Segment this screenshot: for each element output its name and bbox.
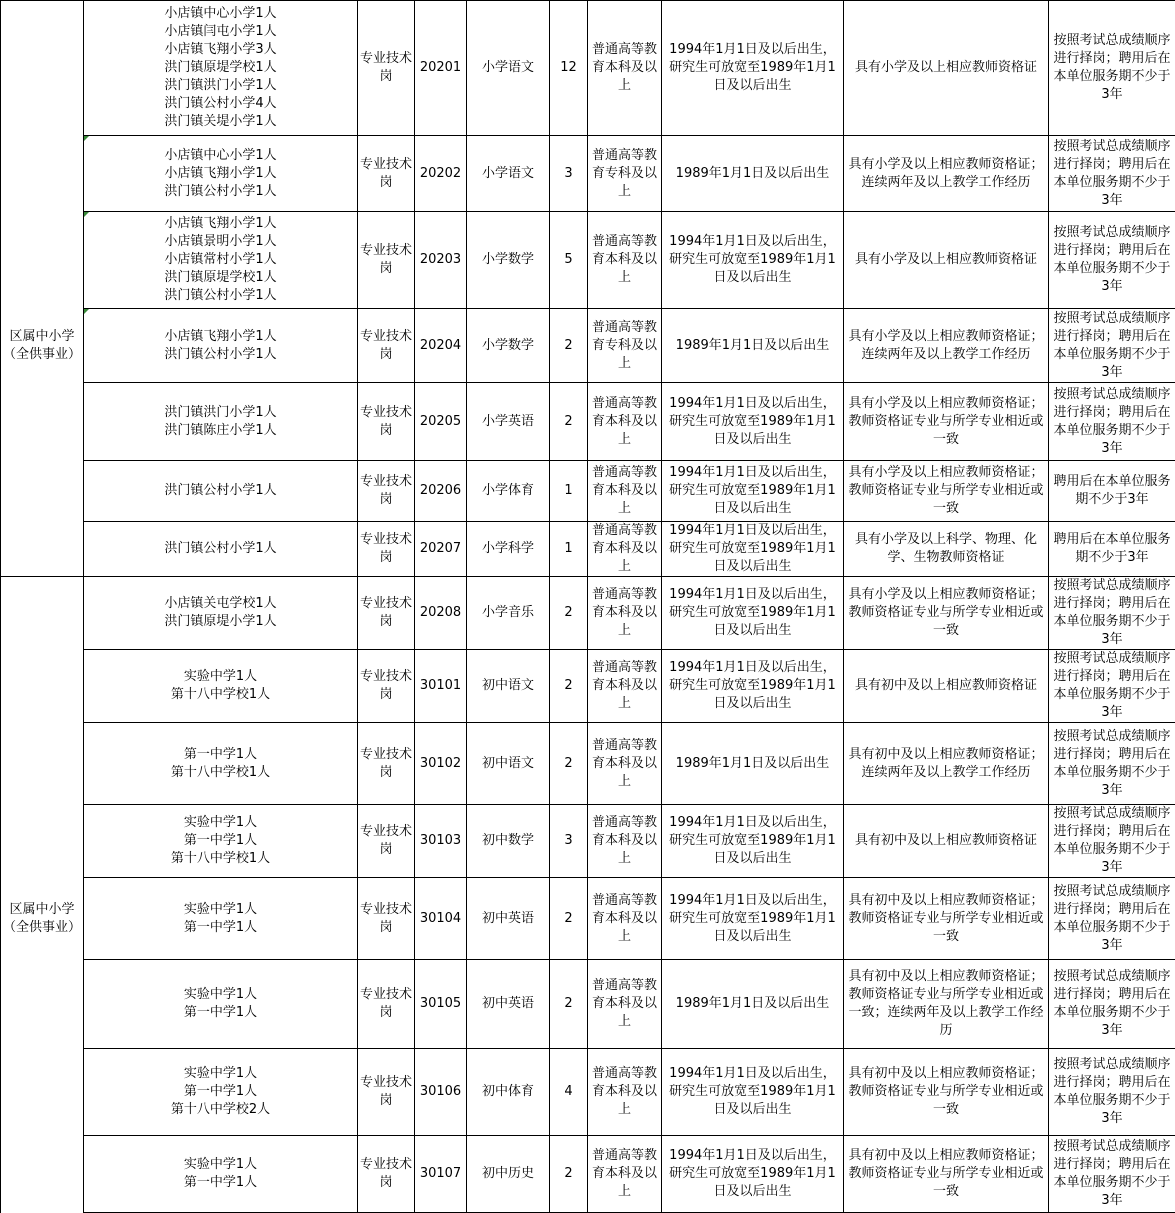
remarks-cell: 聘用后在本单位服务期不少于3年 <box>1049 522 1175 577</box>
hiring-count-cell: 2 <box>550 577 588 650</box>
age-requirement-cell: 1994年1月1日及以后出生，研究生可放宽至1989年1月1日及以后出生 <box>662 461 844 522</box>
position-subject-cell: 小学数学 <box>467 212 550 309</box>
qualification-cell: 具有小学及以上相应教师资格证 <box>844 212 1049 309</box>
qualification-cell: 具有小学及以上相应教师资格证；连续两年及以上教学工作经历 <box>844 136 1049 212</box>
remarks-cell: 按照考试总成绩顺序进行择岗；聘用后在本单位服务期不少于3年 <box>1049 383 1175 461</box>
qualification-cell: 具有初中及以上相应教师资格证；教师资格证专业与所学专业相近或一致 <box>844 1136 1049 1213</box>
unit-type-cell: 区属中小学（全供事业） <box>1 878 84 960</box>
position-category-cell: 专业技术岗 <box>358 309 415 383</box>
unit-type-cell <box>1 723 84 805</box>
table-row <box>1 136 1175 212</box>
position-category-cell: 专业技术岗 <box>358 878 415 960</box>
position-subject-cell: 初中数学 <box>467 805 550 878</box>
position-category-cell: 专业技术岗 <box>358 461 415 522</box>
hiring-count-cell: 2 <box>550 383 588 461</box>
hiring-count-cell: 3 <box>550 136 588 212</box>
position-category-cell: 专业技术岗 <box>358 212 415 309</box>
table-row <box>1 723 1175 805</box>
school-list-cell: 实验中学1人 第一中学1人 <box>84 878 358 960</box>
remarks-cell: 按照考试总成绩顺序进行择岗；聘用后在本单位服务期不少于3年 <box>1049 1 1175 136</box>
unit-type-cell <box>1 1049 84 1136</box>
position-subject-cell: 初中体育 <box>467 1049 550 1136</box>
position-subject-cell: 小学科学 <box>467 522 550 577</box>
education-requirement-cell: 普通高等教育本科及以上 <box>588 383 662 461</box>
hiring-count-cell: 2 <box>550 650 588 723</box>
school-list-cell: 实验中学1人 第一中学1人 第十八中学校1人 <box>84 805 358 878</box>
unit-type-cell <box>1 960 84 1049</box>
position-subject-cell: 初中历史 <box>467 1136 550 1213</box>
qualification-cell: 具有小学及以上相应教师资格证；教师资格证专业与所学专业相近或一致 <box>844 461 1049 522</box>
hiring-count-cell: 5 <box>550 212 588 309</box>
qualification-cell: 具有小学及以上相应教师资格证；教师资格证专业与所学专业相近或一致 <box>844 577 1049 650</box>
table-row <box>1 383 1175 461</box>
unit-type-cell <box>1 1 84 136</box>
age-requirement-cell: 1994年1月1日及以后出生，研究生可放宽至1989年1月1日及以后出生 <box>662 1049 844 1136</box>
remarks-cell: 按照考试总成绩顺序进行择岗；聘用后在本单位服务期不少于3年 <box>1049 650 1175 723</box>
position-category-cell: 专业技术岗 <box>358 1136 415 1213</box>
age-requirement-cell: 1994年1月1日及以后出生，研究生可放宽至1989年1月1日及以后出生 <box>662 650 844 723</box>
age-requirement-cell: 1989年1月1日及以后出生 <box>662 960 844 1049</box>
qualification-cell: 具有初中及以上相应教师资格证；教师资格证专业与所学专业相近或一致 <box>844 878 1049 960</box>
position-category-cell: 专业技术岗 <box>358 136 415 212</box>
hiring-count-cell: 2 <box>550 309 588 383</box>
cell-comment-marker-icon <box>84 212 89 217</box>
school-list-cell: 实验中学1人 第一中学1人 <box>84 960 358 1049</box>
education-requirement-cell: 普通高等教育本科及以上 <box>588 1049 662 1136</box>
remarks-cell: 按照考试总成绩顺序进行择岗；聘用后在本单位服务期不少于3年 <box>1049 212 1175 309</box>
position-category-cell: 专业技术岗 <box>358 1 415 136</box>
position-subject-cell: 初中语文 <box>467 650 550 723</box>
remarks-cell: 按照考试总成绩顺序进行择岗；聘用后在本单位服务期不少于3年 <box>1049 136 1175 212</box>
position-code-cell: 20207 <box>415 522 467 577</box>
position-category-cell: 专业技术岗 <box>358 577 415 650</box>
position-category-cell: 专业技术岗 <box>358 723 415 805</box>
hiring-count-cell: 12 <box>550 1 588 136</box>
unit-type-cell <box>1 577 84 650</box>
education-requirement-cell: 普通高等教育专科及以上 <box>588 309 662 383</box>
unit-type-cell <box>1 1136 84 1213</box>
school-list-cell: 小店镇飞翔小学1人 洪门镇公村小学1人 <box>84 309 358 383</box>
unit-type-cell <box>1 650 84 723</box>
position-subject-cell: 小学音乐 <box>467 577 550 650</box>
school-list-cell: 实验中学1人 第一中学1人 <box>84 1136 358 1213</box>
school-list-cell: 小店镇中心小学1人 小店镇闫屯小学1人 小店镇飞翔小学3人 洪门镇原堤学校1人 洪门镇洪门小学1人 洪门镇公村小学4人 洪门镇关堤小学1人 <box>84 1 358 136</box>
school-list-cell: 实验中学1人 第一中学1人 第十八中学校2人 <box>84 1049 358 1136</box>
school-list-cell: 洪门镇洪门小学1人 洪门镇陈庄小学1人 <box>84 383 358 461</box>
remarks-cell: 按照考试总成绩顺序进行择岗；聘用后在本单位服务期不少于3年 <box>1049 878 1175 960</box>
school-list-cell: 实验中学1人 第十八中学校1人 <box>84 650 358 723</box>
position-code-cell: 20208 <box>415 577 467 650</box>
school-list-cell: 洪门镇公村小学1人 <box>84 522 358 577</box>
table-row <box>1 461 1175 522</box>
position-category-cell: 专业技术岗 <box>358 1049 415 1136</box>
age-requirement-cell: 1994年1月1日及以后出生，研究生可放宽至1989年1月1日及以后出生 <box>662 1 844 136</box>
position-category-cell: 专业技术岗 <box>358 383 415 461</box>
position-subject-cell: 初中英语 <box>467 878 550 960</box>
hiring-count-cell: 1 <box>550 522 588 577</box>
position-code-cell: 30104 <box>415 878 467 960</box>
remarks-cell: 按照考试总成绩顺序进行择岗；聘用后在本单位服务期不少于3年 <box>1049 805 1175 878</box>
unit-type-cell: 区属中小学（全供事业） <box>1 309 84 383</box>
position-subject-cell: 小学体育 <box>467 461 550 522</box>
education-requirement-cell: 普通高等教育本科及以上 <box>588 960 662 1049</box>
position-code-cell: 30107 <box>415 1136 467 1213</box>
qualification-cell: 具有初中及以上相应教师资格证；教师资格证专业与所学专业相近或一致 <box>844 1049 1049 1136</box>
position-code-cell: 20201 <box>415 1 467 136</box>
education-requirement-cell: 普通高等教育本科及以上 <box>588 1 662 136</box>
position-subject-cell: 小学语文 <box>467 136 550 212</box>
remarks-cell: 按照考试总成绩顺序进行择岗；聘用后在本单位服务期不少于3年 <box>1049 960 1175 1049</box>
remarks-cell: 按照考试总成绩顺序进行择岗；聘用后在本单位服务期不少于3年 <box>1049 309 1175 383</box>
qualification-cell: 具有初中及以上相应教师资格证；连续两年及以上教学工作经历 <box>844 723 1049 805</box>
qualification-cell: 具有小学及以上相应教师资格证；教师资格证专业与所学专业相近或一致 <box>844 383 1049 461</box>
education-requirement-cell: 普通高等教育专科及以上 <box>588 136 662 212</box>
unit-type-cell <box>1 136 84 212</box>
position-subject-cell: 初中英语 <box>467 960 550 1049</box>
school-list-cell: 第一中学1人 第十八中学校1人 <box>84 723 358 805</box>
cell-comment-marker-icon <box>84 309 89 314</box>
age-requirement-cell: 1989年1月1日及以后出生 <box>662 309 844 383</box>
qualification-cell: 具有初中及以上相应教师资格证 <box>844 650 1049 723</box>
remarks-cell: 按照考试总成绩顺序进行择岗；聘用后在本单位服务期不少于3年 <box>1049 1136 1175 1213</box>
position-category-cell: 专业技术岗 <box>358 650 415 723</box>
table-row <box>1 960 1175 1049</box>
education-requirement-cell: 普通高等教育本科及以上 <box>588 650 662 723</box>
position-category-cell: 专业技术岗 <box>358 522 415 577</box>
position-code-cell: 20204 <box>415 309 467 383</box>
education-requirement-cell: 普通高等教育本科及以上 <box>588 805 662 878</box>
school-list-cell: 小店镇关屯学校1人 洪门镇原堤小学1人 <box>84 577 358 650</box>
position-code-cell: 30103 <box>415 805 467 878</box>
education-requirement-cell: 普通高等教育本科及以上 <box>588 723 662 805</box>
age-requirement-cell: 1994年1月1日及以后出生，研究生可放宽至1989年1月1日及以后出生 <box>662 1136 844 1213</box>
position-subject-cell: 小学语文 <box>467 1 550 136</box>
unit-type-cell <box>1 805 84 878</box>
education-requirement-cell: 普通高等教育本科及以上 <box>588 522 662 577</box>
cell-comment-marker-icon <box>84 136 89 141</box>
position-code-cell: 20205 <box>415 383 467 461</box>
age-requirement-cell: 1994年1月1日及以后出生，研究生可放宽至1989年1月1日及以后出生 <box>662 383 844 461</box>
hiring-count-cell: 3 <box>550 805 588 878</box>
hiring-count-cell: 4 <box>550 1049 588 1136</box>
unit-type-cell <box>1 383 84 461</box>
position-category-cell: 专业技术岗 <box>358 960 415 1049</box>
table-row <box>1 309 1175 383</box>
table-row <box>1 1136 1175 1213</box>
remarks-cell: 按照考试总成绩顺序进行择岗；聘用后在本单位服务期不少于3年 <box>1049 1049 1175 1136</box>
school-list-cell: 小店镇中心小学1人 小店镇飞翔小学1人 洪门镇公村小学1人 <box>84 136 358 212</box>
position-category-cell: 专业技术岗 <box>358 805 415 878</box>
education-requirement-cell: 普通高等教育本科及以上 <box>588 1136 662 1213</box>
remarks-cell: 按照考试总成绩顺序进行择岗；聘用后在本单位服务期不少于3年 <box>1049 577 1175 650</box>
hiring-count-cell: 1 <box>550 461 588 522</box>
school-list-cell: 洪门镇公村小学1人 <box>84 461 358 522</box>
table-row <box>1 878 1175 960</box>
unit-type-cell <box>1 522 84 577</box>
position-code-cell: 30106 <box>415 1049 467 1136</box>
table-row <box>1 805 1175 878</box>
school-list-cell: 小店镇飞翔小学1人 小店镇景明小学1人 小店镇常村小学1人 洪门镇原堤学校1人 洪门镇公村小学1人 <box>84 212 358 309</box>
table-row <box>1 522 1175 577</box>
education-requirement-cell: 普通高等教育本科及以上 <box>588 577 662 650</box>
age-requirement-cell: 1994年1月1日及以后出生，研究生可放宽至1989年1月1日及以后出生 <box>662 878 844 960</box>
position-subject-cell: 小学数学 <box>467 309 550 383</box>
qualification-cell: 具有初中及以上相应教师资格证 <box>844 805 1049 878</box>
hiring-count-cell: 2 <box>550 723 588 805</box>
table-row <box>1 1 1175 136</box>
position-subject-cell: 小学英语 <box>467 383 550 461</box>
position-code-cell: 30101 <box>415 650 467 723</box>
position-subject-cell: 初中语文 <box>467 723 550 805</box>
qualification-cell: 具有小学及以上相应教师资格证；连续两年及以上教学工作经历 <box>844 309 1049 383</box>
table-row <box>1 212 1175 309</box>
age-requirement-cell: 1994年1月1日及以后出生，研究生可放宽至1989年1月1日及以后出生 <box>662 212 844 309</box>
position-code-cell: 20206 <box>415 461 467 522</box>
qualification-cell: 具有初中及以上相应教师资格证；教师资格证专业与所学专业相近或一致；连续两年及以上教学工作经历 <box>844 960 1049 1049</box>
unit-type-cell <box>1 212 84 309</box>
education-requirement-cell: 普通高等教育本科及以上 <box>588 878 662 960</box>
unit-type-cell <box>1 461 84 522</box>
age-requirement-cell: 1994年1月1日及以后出生，研究生可放宽至1989年1月1日及以后出生 <box>662 577 844 650</box>
qualification-cell: 具有小学及以上科学、物理、化学、生物教师资格证 <box>844 522 1049 577</box>
age-requirement-cell: 1989年1月1日及以后出生 <box>662 136 844 212</box>
table-row <box>1 1049 1175 1136</box>
position-code-cell: 30102 <box>415 723 467 805</box>
age-requirement-cell: 1989年1月1日及以后出生 <box>662 723 844 805</box>
hiring-count-cell: 2 <box>550 1136 588 1213</box>
education-requirement-cell: 普通高等教育本科及以上 <box>588 212 662 309</box>
hiring-count-cell: 2 <box>550 960 588 1049</box>
position-code-cell: 30105 <box>415 960 467 1049</box>
education-requirement-cell: 普通高等教育本科及以上 <box>588 461 662 522</box>
table-row <box>1 650 1175 723</box>
table-row <box>1 577 1175 650</box>
qualification-cell: 具有小学及以上相应教师资格证 <box>844 1 1049 136</box>
hiring-count-cell: 2 <box>550 878 588 960</box>
position-code-cell: 20202 <box>415 136 467 212</box>
age-requirement-cell: 1994年1月1日及以后出生，研究生可放宽至1989年1月1日及以后出生 <box>662 805 844 878</box>
remarks-cell: 按照考试总成绩顺序进行择岗；聘用后在本单位服务期不少于3年 <box>1049 723 1175 805</box>
age-requirement-cell: 1994年1月1日及以后出生，研究生可放宽至1989年1月1日及以后出生 <box>662 522 844 577</box>
remarks-cell: 聘用后在本单位服务期不少于3年 <box>1049 461 1175 522</box>
position-code-cell: 20203 <box>415 212 467 309</box>
